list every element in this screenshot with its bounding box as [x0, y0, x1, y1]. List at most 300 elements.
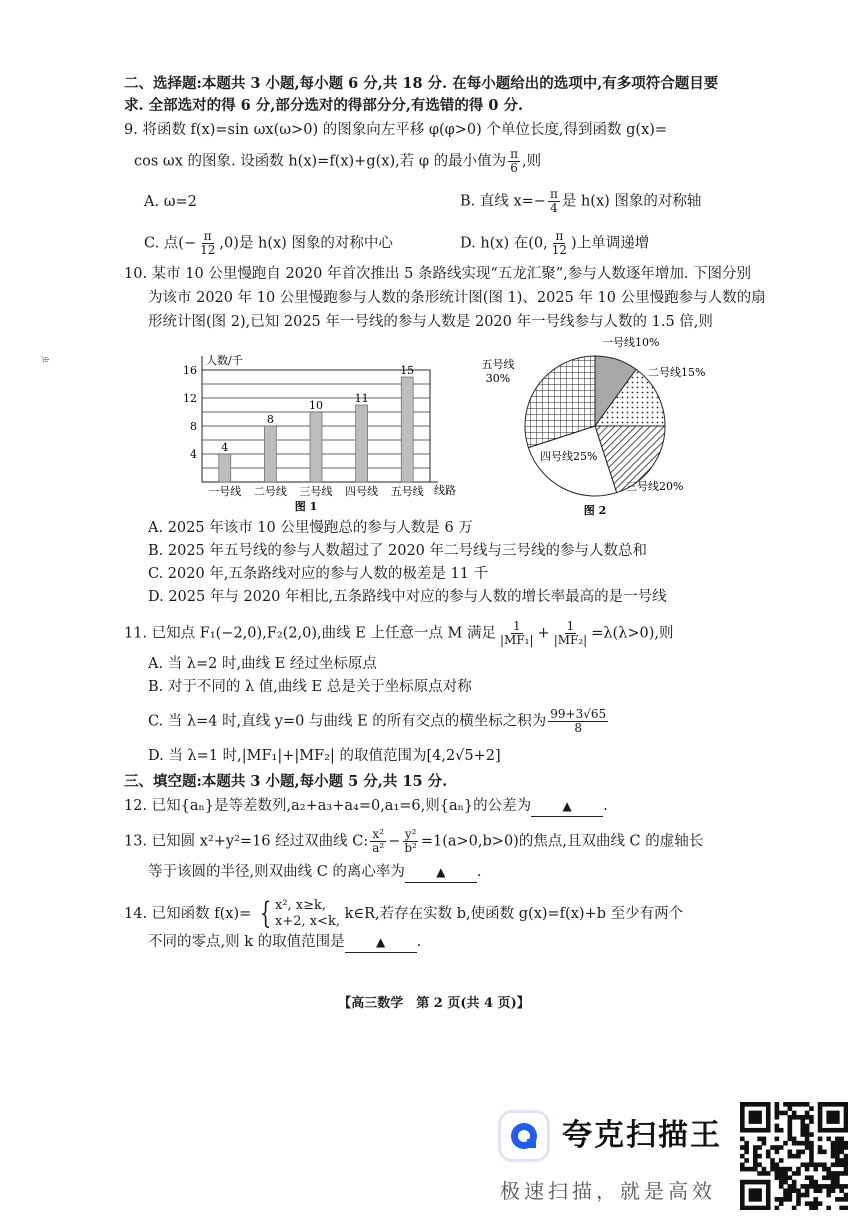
- qr-module: [839, 1171, 844, 1176]
- qr-module: [800, 1193, 805, 1198]
- qr-module: [744, 1180, 749, 1185]
- y-tick-label: 12: [183, 392, 197, 405]
- qr-module: [749, 1180, 754, 1185]
- qr-module: [788, 1167, 793, 1172]
- qr-module: [818, 1188, 823, 1193]
- qr-module: [844, 1115, 848, 1120]
- qr-module: [740, 1180, 745, 1185]
- qr-module: [766, 1206, 771, 1210]
- qr-module: [835, 1171, 840, 1176]
- qr-module: [818, 1137, 823, 1142]
- qr-module: [783, 1102, 788, 1107]
- q14-stem-line1: 14. 已知函数 f(x)= { x², x≥k, x+2, x<k, k∈R,若存在实数 b,使函数 g(x)=f(x)+b 至少有两个: [124, 896, 684, 931]
- qr-module: [831, 1180, 836, 1185]
- qr-module: [775, 1124, 780, 1129]
- qr-module: [835, 1137, 840, 1142]
- data-label: 8: [266, 413, 274, 426]
- qr-module: [792, 1154, 797, 1159]
- q13-stem-line2: 等于该圆的半径,则双曲线 C 的离心率为 ▲ .: [148, 862, 482, 883]
- qr-module: [783, 1197, 788, 1202]
- qr-module: [775, 1111, 780, 1116]
- qr-module: [835, 1115, 840, 1120]
- qr-module: [818, 1119, 823, 1124]
- qr-module: [844, 1106, 848, 1111]
- qr-module: [809, 1175, 814, 1180]
- x-tick-label: 二号线: [253, 485, 287, 498]
- qr-module: [809, 1180, 814, 1185]
- qr-module: [753, 1193, 758, 1198]
- qr-module: [766, 1150, 771, 1155]
- qr-module: [835, 1145, 840, 1150]
- qr-module: [805, 1167, 810, 1172]
- qr-module: [835, 1180, 840, 1185]
- qr-module: [800, 1119, 805, 1124]
- q9-option-c: C. 点(− $\frac{\pi}{12}$ ,0)是 h(x) 图象的对称中心: [144, 229, 393, 257]
- qr-module: [757, 1197, 762, 1202]
- qr-module: [831, 1102, 836, 1107]
- qr-module: [813, 1180, 818, 1185]
- qr-module: [831, 1115, 836, 1120]
- qr-module: [809, 1154, 814, 1159]
- qr-module: [762, 1171, 767, 1176]
- qr-module: [779, 1128, 784, 1133]
- qr-module: [775, 1171, 780, 1176]
- qr-module: [826, 1102, 831, 1107]
- x-axis-label: 线路: [434, 484, 456, 497]
- q9-stem-line1: 9. 将函数 f(x)=sin ωx(ω>0) 的图象向左平移 φ(φ>0) 个单位长度,得到函数 g(x)=: [124, 122, 668, 138]
- qr-module: [753, 1128, 758, 1133]
- qr-module: [740, 1145, 745, 1150]
- qr-module: [839, 1150, 844, 1155]
- qr-module: [809, 1115, 814, 1120]
- qr-module: [796, 1141, 801, 1146]
- data-label: 15: [400, 364, 415, 377]
- qr-module: [805, 1193, 810, 1198]
- qr-module: [805, 1137, 810, 1142]
- qr-module: [796, 1201, 801, 1206]
- qr-module: [844, 1197, 848, 1202]
- qr-module: [822, 1184, 827, 1189]
- bar: [264, 426, 276, 482]
- qr-module: [805, 1111, 810, 1116]
- pie-slice-label: 三号线20%: [626, 480, 684, 493]
- qr-module: [770, 1167, 775, 1172]
- qr-module: [775, 1197, 780, 1202]
- qr-module: [818, 1106, 823, 1111]
- qr-module: [762, 1141, 767, 1146]
- qr-module: [822, 1167, 827, 1172]
- qr-module: [783, 1193, 788, 1198]
- qr-module: [792, 1206, 797, 1210]
- qr-module: [740, 1137, 745, 1142]
- qr-module: [757, 1162, 762, 1167]
- qr-module: [796, 1193, 801, 1198]
- qr-module: [766, 1180, 771, 1185]
- pie-slice-label: 30%: [485, 372, 511, 385]
- qr-module: [800, 1141, 805, 1146]
- qr-module: [831, 1162, 836, 1167]
- qr-module: [805, 1115, 810, 1120]
- q10-stem-line1: 10. 某市 10 公里慢跑自 2020 年首次推出 5 条路线实现“五龙汇聚”,参与人数逐年增加. 下图分别: [124, 266, 752, 282]
- qr-module: [844, 1206, 848, 1210]
- qr-module: [744, 1206, 749, 1210]
- qr-module: [809, 1132, 814, 1137]
- q12-stem: 12. 已知{aₙ}是等差数列,a₂+a₃+a₄=0,a₁=6,则{aₙ}的公差为 ▲ .: [124, 796, 608, 817]
- qr-module: [805, 1145, 810, 1150]
- qr-module: [770, 1158, 775, 1163]
- q11-option-b: B. 对于不同的 λ 值,曲线 E 总是关于坐标原点对称: [148, 679, 472, 695]
- qr-module: [826, 1171, 831, 1176]
- qr-module: [766, 1154, 771, 1159]
- qr-module: [740, 1162, 745, 1167]
- qr-module: [835, 1184, 840, 1189]
- qr-module: [831, 1128, 836, 1133]
- pie-slice-label: 四号线25%: [540, 450, 598, 463]
- qr-module: [831, 1171, 836, 1176]
- qr-module: [839, 1137, 844, 1142]
- qr-module: [744, 1102, 749, 1107]
- qr-module: [779, 1158, 784, 1163]
- qr-module: [835, 1128, 840, 1133]
- qr-module: [788, 1102, 793, 1107]
- qr-module: [796, 1188, 801, 1193]
- qr-module: [800, 1102, 805, 1107]
- q14-stem-line2: 不同的零点,则 k 的取值范围是 ▲ .: [148, 932, 421, 953]
- qr-module: [766, 1106, 771, 1111]
- qr-module: [788, 1132, 793, 1137]
- qr-module: [757, 1188, 762, 1193]
- qr-module: [835, 1102, 840, 1107]
- qr-module: [809, 1141, 814, 1146]
- qr-module: [835, 1150, 840, 1155]
- qr-module: [809, 1145, 814, 1150]
- y-tick-label: 16: [183, 364, 197, 377]
- qr-module: [826, 1184, 831, 1189]
- qr-module: [818, 1184, 823, 1189]
- qr-module: [757, 1128, 762, 1133]
- qr-module: [839, 1184, 844, 1189]
- qr-module: [805, 1188, 810, 1193]
- qr-module: [788, 1197, 793, 1202]
- qr-module: [826, 1206, 831, 1210]
- qr-module: [757, 1137, 762, 1142]
- qr-module: [770, 1162, 775, 1167]
- qr-module: [800, 1132, 805, 1137]
- qr-module: [749, 1111, 754, 1116]
- q14-answer-blank[interactable]: ▲: [345, 932, 417, 953]
- qr-module: [783, 1141, 788, 1146]
- qr-module: [775, 1102, 780, 1107]
- qr-module: [766, 1102, 771, 1107]
- qr-module: [766, 1188, 771, 1193]
- qr-module: [766, 1193, 771, 1198]
- qr-module: [740, 1167, 745, 1172]
- qr-module: [753, 1197, 758, 1202]
- qr-module: [796, 1115, 801, 1120]
- qr-module: [753, 1206, 758, 1210]
- qr-module: [826, 1128, 831, 1133]
- q10-option-a: A. 2025 年该市 10 公里慢跑总的参与人数是 6 万: [148, 520, 473, 536]
- qr-module: [844, 1141, 848, 1146]
- qr-module: [796, 1197, 801, 1202]
- qr-module: [775, 1106, 780, 1111]
- qr-module: [800, 1184, 805, 1189]
- qr-module: [796, 1167, 801, 1172]
- qr-module: [757, 1171, 762, 1176]
- qr-module: [775, 1137, 780, 1142]
- q10-stem-line3: 形统计图(图 2),已知 2025 年一号线的参与人数是 2020 年一号线参与人数的 1.5 倍,则: [148, 314, 713, 330]
- qr-module: [844, 1102, 848, 1107]
- qr-module: [740, 1188, 745, 1193]
- qr-module: [805, 1128, 810, 1133]
- q11-option-d: D. 当 λ=1 时,|MF₁|+|MF₂| 的取值范围为[4,2√5+2]: [148, 748, 501, 764]
- qr-module: [762, 1167, 767, 1172]
- qr-module: [839, 1188, 844, 1193]
- x-tick-label: 一号线: [208, 485, 242, 498]
- chart-title: 图 2: [583, 504, 607, 517]
- qr-module: [757, 1180, 762, 1185]
- qr-module: [779, 1175, 784, 1180]
- x-tick-label: 五号线: [390, 485, 424, 498]
- qr-module: [844, 1162, 848, 1167]
- qr-module: [822, 1102, 827, 1107]
- qr-module: [788, 1106, 793, 1111]
- qr-module: [749, 1119, 754, 1124]
- qr-module: [818, 1162, 823, 1167]
- qr-module: [831, 1188, 836, 1193]
- qr-module: [753, 1111, 758, 1116]
- qr-module: [796, 1171, 801, 1176]
- qr-module: [749, 1167, 754, 1172]
- qr-module: [835, 1197, 840, 1202]
- qr-module: [792, 1102, 797, 1107]
- qr-module: [740, 1206, 745, 1210]
- qr-module: [740, 1128, 745, 1133]
- qr-module: [753, 1167, 758, 1172]
- qr-module: [740, 1106, 745, 1111]
- qr-module: [757, 1115, 762, 1120]
- qr-module: [835, 1154, 840, 1159]
- qr-module: [753, 1119, 758, 1124]
- qr-module: [753, 1150, 758, 1155]
- qr-module: [744, 1158, 749, 1163]
- qr-module: [805, 1201, 810, 1206]
- qr-module: [788, 1188, 793, 1193]
- qr-module: [818, 1150, 823, 1155]
- qr-module: [740, 1124, 745, 1129]
- qr-module: [766, 1201, 771, 1206]
- qr-module: [818, 1115, 823, 1120]
- pie-slice-label: 二号线15%: [648, 366, 706, 379]
- qr-module: [788, 1150, 793, 1155]
- qr-module: [775, 1167, 780, 1172]
- qr-module: [779, 1145, 784, 1150]
- qr-module: [775, 1115, 780, 1120]
- qr-module: [809, 1184, 814, 1189]
- qr-module: [839, 1102, 844, 1107]
- qr-module: [822, 1128, 827, 1133]
- qr-module: [818, 1201, 823, 1206]
- qr-module: [766, 1184, 771, 1189]
- qr-module: [749, 1206, 754, 1210]
- qr-module: [753, 1102, 758, 1107]
- q10-option-c: C. 2020 年,五条路线对应的参与人数的极差是 11 千: [148, 566, 489, 582]
- qr-module: [788, 1137, 793, 1142]
- qr-module: [844, 1193, 848, 1198]
- qr-module: [792, 1188, 797, 1193]
- q9-option-b: B. 直线 x=− $\frac{\pi}{4}$ 是 h(x) 图象的对称轴: [460, 187, 702, 215]
- qr-module: [740, 1154, 745, 1159]
- qr-module: [831, 1119, 836, 1124]
- qr-module: [779, 1184, 784, 1189]
- qr-module: [805, 1124, 810, 1129]
- bar: [356, 405, 368, 482]
- q10-option-b: B. 2025 年五号线的参与人数超过了 2020 年二号线与三号线的参与人数总和: [148, 543, 648, 559]
- qr-module: [762, 1206, 767, 1210]
- q9-stem-line2: cos ωx 的图象. 设函数 h(x)=f(x)+g(x),若 φ 的最小值为 $\frac{\pi}{6}$ ,则: [134, 147, 542, 175]
- qr-module: [826, 1119, 831, 1124]
- section-heading-line2: 求. 全部选对的得 6 分,部分选对的得部分分,有选错的得 0 分.: [124, 97, 524, 114]
- margin-mark: ㄓ: [39, 354, 51, 365]
- qr-module: [792, 1141, 797, 1146]
- section3-heading: 三、填空题:本题共 3 小题,每小题 5 分,共 15 分.: [124, 773, 448, 790]
- qr-module: [818, 1145, 823, 1150]
- qr-module: [844, 1111, 848, 1116]
- qr-module: [775, 1145, 780, 1150]
- qr-module: [783, 1188, 788, 1193]
- qr-module: [831, 1175, 836, 1180]
- qr-module: [805, 1141, 810, 1146]
- qr-module: [805, 1102, 810, 1107]
- qr-module: [800, 1150, 805, 1155]
- qr-module: [800, 1128, 805, 1133]
- bar: [219, 454, 231, 482]
- qr-module: [766, 1124, 771, 1129]
- qr-module: [753, 1158, 758, 1163]
- qr-module: [744, 1150, 749, 1155]
- qr-module: [744, 1141, 749, 1146]
- qr-module: [831, 1154, 836, 1159]
- qr-module: [835, 1158, 840, 1163]
- qr-module: [818, 1128, 823, 1133]
- qr-module: [783, 1111, 788, 1116]
- q12-answer-blank[interactable]: ▲: [531, 796, 603, 817]
- qr-code-icon[interactable]: [740, 1102, 848, 1210]
- qr-module: [766, 1119, 771, 1124]
- qr-module: [805, 1132, 810, 1137]
- qr-module: [839, 1158, 844, 1163]
- qr-module: [788, 1184, 793, 1189]
- pie-slice-label: 五号线: [481, 358, 515, 371]
- q13-answer-blank[interactable]: ▲: [405, 862, 477, 883]
- qr-module: [826, 1111, 831, 1116]
- pie-slice-label: 一号线10%: [602, 336, 660, 349]
- qr-module: [800, 1115, 805, 1120]
- qr-module: [744, 1167, 749, 1172]
- qr-module: [839, 1206, 844, 1210]
- qr-module: [749, 1197, 754, 1202]
- qr-module: [844, 1171, 848, 1176]
- qr-module: [805, 1175, 810, 1180]
- qr-module: [818, 1124, 823, 1129]
- qr-module: [788, 1115, 793, 1120]
- qr-module: [835, 1162, 840, 1167]
- brace-icon: {: [259, 896, 272, 931]
- qr-module: [740, 1111, 745, 1116]
- qr-module: [740, 1115, 745, 1120]
- qr-module: [844, 1128, 848, 1133]
- chart-title: 图 1: [294, 500, 318, 513]
- qr-module: [762, 1128, 767, 1133]
- q13-stem-line1: 13. 已知圆 x²+y²=16 经过双曲线 C: $\frac{\text{x²}}{\text{a²}}$ − $\frac{\text{y²}}{\text{b²}}$ =1(a>0,b>0)的焦点,且双曲线 C 的虚轴长: [124, 827, 704, 855]
- page-footer: 【高三数学 第 2 页(共 4 页)】: [338, 996, 530, 1011]
- qr-module: [753, 1188, 758, 1193]
- section-heading-line1: 二、选择题:本题共 3 小题,每小题 6 分,共 18 分. 在每小题给出的选项中,有多项符合题目要: [124, 75, 719, 92]
- qr-module: [813, 1162, 818, 1167]
- qr-module: [813, 1167, 818, 1172]
- qr-module: [783, 1175, 788, 1180]
- qr-module: [813, 1184, 818, 1189]
- qr-module: [796, 1150, 801, 1155]
- qr-module: [805, 1184, 810, 1189]
- qr-module: [835, 1175, 840, 1180]
- qr-module: [749, 1128, 754, 1133]
- qr-module: [788, 1119, 793, 1124]
- qr-module: [753, 1145, 758, 1150]
- qr-module: [835, 1141, 840, 1146]
- x-tick-label: 四号线: [345, 485, 379, 498]
- qr-module: [792, 1171, 797, 1176]
- qr-module: [757, 1119, 762, 1124]
- bar-chart-figure1: [180, 340, 470, 520]
- qr-module: [818, 1102, 823, 1107]
- qr-module: [809, 1150, 814, 1155]
- qr-module: [839, 1162, 844, 1167]
- qr-module: [826, 1175, 831, 1180]
- qr-module: [766, 1111, 771, 1116]
- qr-module: [766, 1171, 771, 1176]
- qr-module: [749, 1193, 754, 1198]
- qr-module: [775, 1128, 780, 1133]
- qr-module: [757, 1102, 762, 1107]
- qr-module: [788, 1175, 793, 1180]
- qr-module: [766, 1128, 771, 1133]
- qr-module: [813, 1201, 818, 1206]
- qr-module: [766, 1197, 771, 1202]
- qr-module: [809, 1158, 814, 1163]
- qr-module: [740, 1102, 745, 1107]
- qr-module: [839, 1197, 844, 1202]
- qr-module: [749, 1102, 754, 1107]
- qr-module: [740, 1197, 745, 1202]
- bar: [401, 377, 413, 482]
- q10-option-d: D. 2025 年与 2020 年相比,五条路线中对应的参与人数的增长率最高的是一号线: [148, 589, 667, 605]
- x-tick-label: 三号线: [299, 485, 333, 498]
- qr-module: [753, 1162, 758, 1167]
- y-axis-label: 人数/千: [206, 354, 243, 367]
- qr-module: [783, 1171, 788, 1176]
- qr-module: [788, 1124, 793, 1129]
- qr-module: [753, 1180, 758, 1185]
- qr-module: [813, 1206, 818, 1210]
- qr-module: [796, 1154, 801, 1159]
- qr-module: [740, 1119, 745, 1124]
- qr-module: [813, 1197, 818, 1202]
- qr-module: [757, 1145, 762, 1150]
- qr-module: [779, 1111, 784, 1116]
- qr-module: [835, 1111, 840, 1116]
- qr-module: [779, 1201, 784, 1206]
